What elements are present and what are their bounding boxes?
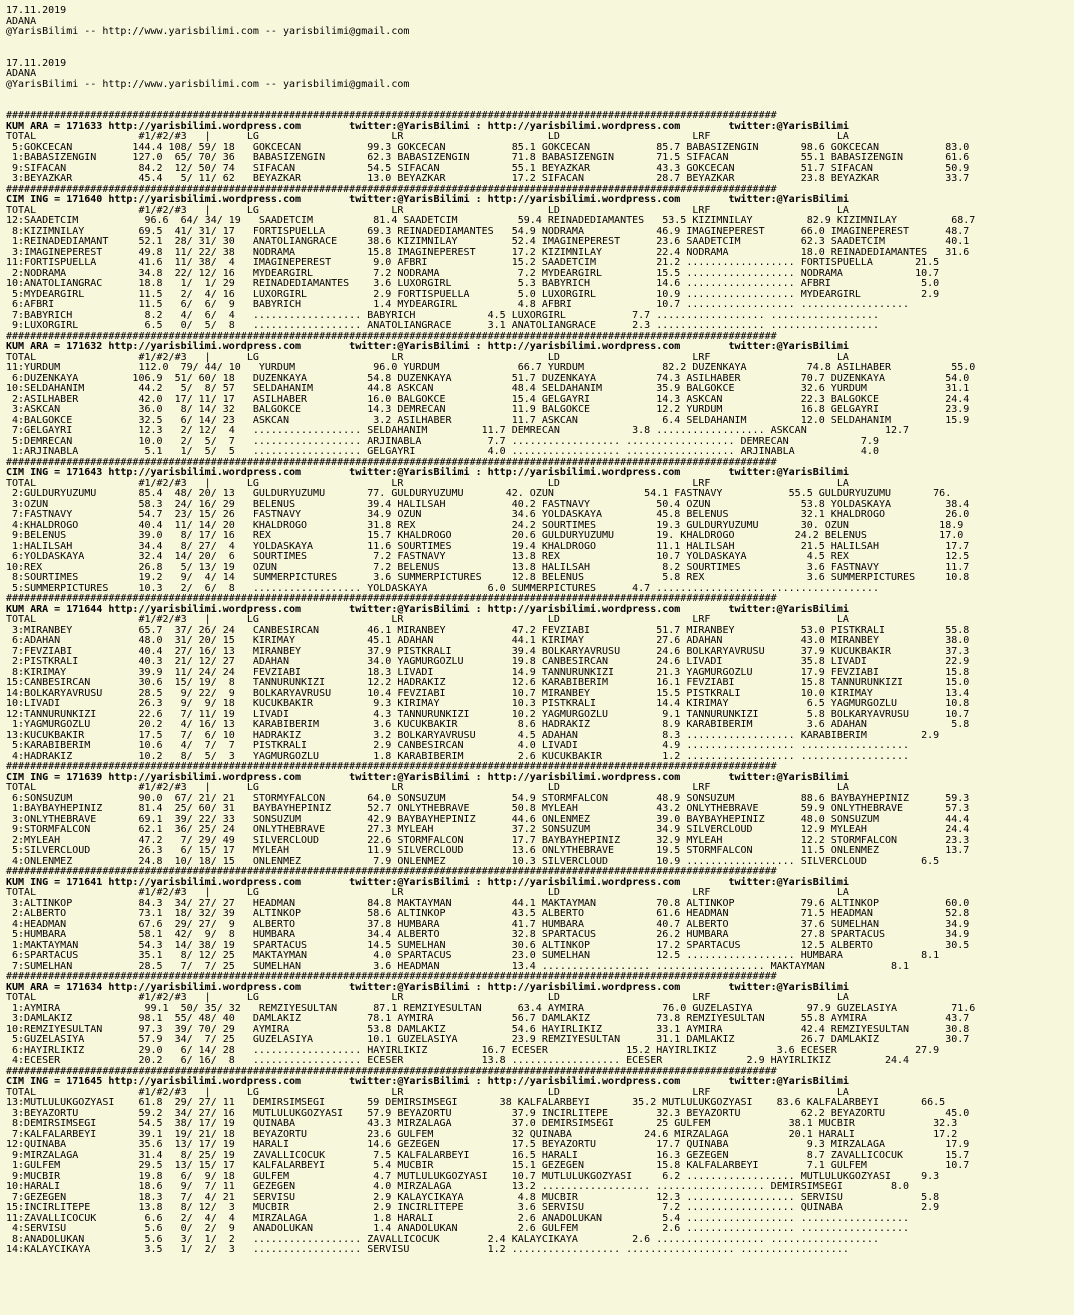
column-header-row: TOTAL #1/#2/#3 | LG LR LD LRF LA — [6, 477, 849, 489]
horse-row: 5:GOKCECAN 144.4 108/ 59/ 18 GOKCECAN 99.3 GOKCECAN 85.1 GOKCECAN 85.7 BABASIZENGIN 98.6 GOKCECAN 83.0 — [6, 141, 970, 153]
horse-row: 12:SAADETCIM 96.6 64/ 34/ 19 SAADETCIM 81.4 SAADETCIM 59.4 REINADEDIAMANTES 53.5 KIZIMNILAY 82.9 KIZIMNILAY 68.7 — [6, 215, 976, 226]
section-separator: ################################################################################################################################ — [6, 593, 777, 604]
horse-row: 3:ALTINKOP 84.3 34/ 27/ 27 HEADMAN 84.8 MAKTAYMAN 44.1 MAKTAYMAN 70.8 ALTINKOP 79.6 ALTINKOP 60.0 — [6, 897, 970, 909]
horse-row: 5:DEMRECAN 10.0 2/ 5/ 7 .................. ARJINABLA 7.7 .................. .................. DEMRECAN 7.9 — [6, 435, 879, 447]
horse-row: 10:ANATOLIANGRAC 18.8 1/ 1/ 29 REINADEDIAMANTES 3.6 LUXORGIRL 5.3 BABYRICH 14.6 .................. AFBRI 5.0 — [6, 278, 940, 289]
horse-row: 4:BALGOKCE 32.5 6/ 14/ 23 ASKCAN 3.2 ASILHABER 11.7 ASKCAN 6.4 SELDAHANIM 12.0 SELDAHANIM 15.9 — [6, 414, 970, 426]
horse-row: 15:INCIRLITEPE 13.8 8/ 12/ 3 MUCBIR 2.9 INCIRLITEPE 3.6 SERVISU 7.2 .................. QUINABA 2.9 — [6, 1202, 940, 1213]
horse-row: 5:SUMMERPICTURES 10.3 2/ 6/ 8 .................. YOLDASKAYA 6.0 SUMMERPICTURES 4.7 .................. .................. — [6, 582, 879, 594]
horse-row: 10:SELDAHANIM 44.2 5/ 8/ 57 SELDAHANIM 44.8 ASKCAN 48.4 SELDAHANIM 35.9 BALGOKCE 32.6 YURDUM 31.1 — [6, 383, 970, 394]
horse-row: 6:ADAHAN 48.0 31/ 20/ 15 KIRIMAY 45.1 ADAHAN 44.1 KIRIMAY 27.6 ADAHAN 43.0 MIRANBEY 38.0 — [6, 635, 970, 646]
horse-row: 1:REINADEDIAMANT 52.1 28/ 31/ 30 ANATOLIANGRACE 38.6 KIZIMNILAY 52.4 IMAGINEPEREST 23.6 SAADETCIM 62.3 SAADETCIM 40.1 — [6, 236, 970, 247]
horse-row: 14:BOLKARYAVRUSU 28.5 9/ 22/ 9 BOLKARYAVRUSU 10.4 FEVZIABI 10.7 MIRANBEY 15.5 PISTKRALI 10.0 KIRIMAY 13.4 — [6, 687, 970, 699]
horse-row: 3:BEYAZORTU 59.2 34/ 27/ 16 MUTLULUKGOZYASI 57.9 BEYAZORTU 37.9 INCIRLITEPE 32.3 BEYAZORTU 62.2 BEYAZORTU 45.0 — [6, 1107, 970, 1119]
horse-row: 13:MUTLULUKGOZYASI 61.8 29/ 27/ 11 DEMIRSIMSEGI 59 DEMIRSIMSEGI 38 KALFALARBEYI 35.2 MUTLULUKGOZYASI 83.6 KALFALARBEYI 66.5 — [6, 1097, 946, 1108]
horse-row: 6:AFBRI 11.5 6/ 6/ 9 BABYRICH 1.4 MYDEARGIRL 4.8 AFBRI 10.7 .................. .................. — [6, 299, 910, 310]
race-title: KUM ARA = 171633 http://yarisbilimi.wordpress.com twitter:@YarisBilimi : http://yarisbilimi.wordpress.com twitter:@YarisBilimi — [6, 120, 849, 132]
horse-row: 7:GEZEGEN 18.3 7/ 4/ 21 SERVISU 2.9 KALAYCIKAYA 4.8 MUCBIR 12.3 .................. SERVISU 5.8 — [6, 1191, 940, 1203]
horse-row: 3:DAMLAKIZ 98.1 55/ 48/ 40 DAMLAKIZ 78.1 AYMIRA 56.7 DAMLAKIZ 73.8 REMZIYESULTAN 55.8 AYMIRA 43.7 — [6, 1013, 970, 1024]
horse-row: 4:SERVISU 5.6 0/ 2/ 9 ANADOLUKAN 1.4 ANADOLUKAN 2.6 GULFEM 2.6 .................. .................. — [6, 1223, 910, 1234]
second-header-city: ADANA — [6, 68, 37, 79]
horse-row: 4:HEADMAN 67.6 29/ 27/ 9 ALBERTO 37.8 HUMBARA 41.7 HUMBARA 40.7 ALBERTO 37.6 SUMELHAN 34.9 — [6, 918, 970, 930]
horse-row: 9:STORMFALCON 62.1 36/ 25/ 24 ONLYTHEBRAVE 27.3 MYLEAH 37.2 SONSUZUM 34.9 SILVERCLOUD 12.9 MYLEAH 24.4 — [6, 824, 970, 835]
horse-row: 11:YURDUM 112.0 79/ 44/ 10 YURDUM 96.0 YURDUM 66.7 YURDUM 82.2 DUZENKAYA 74.8 ASILHABER 55.0 — [6, 362, 976, 373]
horse-row: 5:GUZELASIYA 57.9 34/ 7/ 25 GUZELASIYA 10.1 GUZELASIYA 23.9 REMZIYESULTAN 31.1 DAMLAKIZ 26.7 DAMLAKIZ 30.7 — [6, 1034, 970, 1045]
horse-row: 6:DUZENKAYA 106.9 51/ 60/ 18 DUZENKAYA 54.8 DUZENKAYA 51.7 DUZENKAYA 74.3 ASILHABER 70.7 DUZENKAYA 54.0 — [6, 372, 970, 384]
horse-row: 3:MIRANBEY 65.7 37/ 26/ 24 CANBESIRCAN 46.1 MIRANBEY 47.2 FEVZIABI 51.7 MIRANBEY 53.0 PISTKRALI 55.8 — [6, 624, 970, 636]
column-header-row: TOTAL #1/#2/#3 | LG LR LD LRF LA — [6, 1086, 849, 1098]
horse-row: 1:BABASIZENGIN 127.0 65/ 70/ 36 BABASIZENGIN 62.3 BABASIZENGIN 71.8 BABASIZENGIN 71.5 SIFACAN 55.1 BABASIZENGIN 61.6 — [6, 152, 970, 163]
top-header-date: 17.11.2019 — [6, 5, 67, 16]
column-header-row: TOTAL #1/#2/#3 | LG LR LD LRF LA — [6, 992, 849, 1003]
second-header-contact: @YarisBilimi -- http://www.yarisbilimi.com -- yarisbilimi@gmail.com — [6, 78, 410, 90]
race-title: KUM ARA = 171644 http://yarisbilimi.wordpress.com twitter:@YarisBilimi : http://yarisbilimi.wordpress.com twitter:@YarisBilimi — [6, 603, 849, 615]
horse-row: 2:NODRAMA 34.8 22/ 12/ 16 MYDEARGIRL 7.2 NODRAMA 7.2 MYDEARGIRL 15.5 .................. NODRAMA 10.7 — [6, 267, 940, 279]
horse-row: 9:SIFACAN 84.2 12/ 50/ 74 SIFACAN 54.5 SIFACAN 55.1 BEYAZKAR 43.3 GOKCECAN 51.7 SIFACAN 50.9 — [6, 162, 970, 174]
horse-row: 4:ONLENMEZ 24.8 10/ 18/ 15 ONLENMEZ 7.9 ONLENMEZ 10.3 SILVERCLOUD 10.9 .................. SILVERCLOUD 6.5 — [6, 855, 940, 867]
horse-row: 11:FORTISPUELLA 41.6 11/ 38/ 4 IMAGINEPEREST 9.0 AFBRI 15.2 SAADETCIM 21.2 .................. FORTISPUELLA 21.5 — [6, 257, 940, 268]
horse-row: 1:HALILSAH 34.4 8/ 27/ 4 YOLDASKAYA 11.6 SOURTIMES 19.4 KHALDROGO 11.1 HALILSAH 21.5 HALILSAH 17.7 — [6, 540, 970, 552]
horse-row: 7:GELGAYRI 12.3 2/ 12/ 4 .................. SELDAHANIM 11.7 DEMRECAN 3.8 .................. ASKCAN 12.7 — [6, 425, 910, 436]
race-title: KUM ARA = 171632 http://yarisbilimi.wordpress.com twitter:@YarisBilimi : http://yarisbilimi.wordpress.com twitter:@YarisBilimi — [6, 341, 849, 352]
horse-row: 2:GULDURYUZUMU 85.4 48/ 20/ 13 GULDURYUZUMU 77. GULDURYUZUMU 42. OZUN 54.1 FASTNAVY 55.5 GULDURYUZUMU 76. — [6, 488, 952, 499]
horse-row: 9:MIRZALAGA 31.4 8/ 25/ 19 ZAVALLICOCUK 7.5 KALFALARBEYI 16.5 HARALI 16.3 GEZEGEN 8.7 ZAVALLICOCUK 15.7 — [6, 1149, 970, 1161]
horse-row: 15:CANBESIRCAN 30.6 15/ 19/ 8 TANNURUNKIZI 12.2 HADRAKIZ 12.6 KARABIBERIM 16.1 FEVZIABI 15.8 TANNURUNKIZI 15.0 — [6, 677, 970, 688]
horse-row: 12:QUINABA 35.6 13/ 17/ 19 HARALI 14.6 GEZEGEN 17.5 BEYAZORTU 17.7 QUINABA 9.3 MIRZALAGA 17.9 — [6, 1139, 970, 1150]
column-header-row: TOTAL #1/#2/#3 | LG LR LD LRF LA — [6, 131, 849, 142]
horse-row: 10:HARALI 18.6 9/ 7/ 11 GEZEGEN 4.0 MIRZALAGA 13.2 .................. .................. DEMIRSIMSEGI 8.0 — [6, 1181, 910, 1192]
horse-row: 1:GULFEM 29.5 13/ 15/ 17 KALFALARBEYI 5.4 MUCBIR 15.1 GEZEGEN 15.8 KALFALARBEYI 7.1 GULFEM 10.7 — [6, 1160, 970, 1171]
horse-row: 4:HADRAKIZ 10.2 8/ 5/ 3 YAGMURGOZLU 1.8 KARABIBERIM 2.6 KUCUKBAKIR 1.2 .................. .................. — [6, 750, 910, 762]
horse-row: 6:SONSUZUM 90.0 67/ 21/ 21 STORMYFALCON 64.0 SONSUZUM 54.9 STORMFALCON 48.9 SONSUZUM 88.6 BAYBAYHEPINIZ 59.3 — [6, 792, 970, 804]
section-separator: ################################################################################################################################ — [6, 330, 777, 342]
column-header-row: TOTAL #1/#2/#3 | LG LR LD LRF LA — [6, 351, 849, 363]
race-title: CIM ING = 171640 http://yarisbilimi.wordpress.com twitter:@YarisBilimi : http://yarisbilimi.wordpress.com twitter:@YarisBilimi — [6, 194, 849, 205]
section-separator: ################################################################################################################################ — [6, 866, 777, 877]
section-separator: ################################################################################################################################ — [6, 1065, 777, 1077]
horse-row: 8:DEMIRSIMSEGI 54.5 38/ 17/ 19 QUINABA 43.3 MIRZALAGA 37.0 DEMIRSIMSEGI 25 GULFEM 38.1 MUCBIR 32.3 — [6, 1118, 958, 1129]
horse-row: 10:REX 26.8 5/ 13/ 19 OZUN 7.2 BELENUS 13.8 HALILSAH 8.2 SOURTIMES 3.6 FASTNAVY 11.7 — [6, 561, 970, 573]
horse-row: 14:KALAYCIKAYA 3.5 1/ 2/ 3 .................. SERVISU 1.2 .................. .................. .................. — [6, 1244, 849, 1255]
section-separator: ################################################################################################################################ — [6, 456, 777, 468]
second-header-date: 17.11.2019 — [6, 57, 67, 69]
horse-row: 4:KHALDROGO 40.4 11/ 14/ 20 KHALDROGO 31.8 REX 24.2 SOURTIMES 19.3 GULDURYUZUMU 30. OZUN 18.9 — [6, 519, 964, 531]
horse-row: 3:IMAGINEPEREST 49.8 11/ 22/ 38 NODRAMA 15.8 IMAGINEPEREST 17.2 KIZIMNILAY 22.4 NODRAMA 18.0 REINADEDIAMANTES 31.6 — [6, 246, 970, 258]
horse-row: 6:HAYIRLIKIZ 29.0 6/ 14/ 28 .................. HAYIRLIKIZ 16.7 ECESER 15.2 HAYIRLIKIZ 3.6 ECESER 27.9 — [6, 1044, 940, 1056]
section-separator: ################################################################################################################################ — [6, 110, 777, 121]
horse-row: 1:YAGMURGOZLU 20.2 4/ 16/ 13 KARABIBERIM 3.6 KUCUKBAKIR 8.6 HADRAKIZ 8.9 KARABIBERIM 3.6 ADAHAN 5.8 — [6, 719, 970, 730]
horse-row: 1:AYMIRA 99.1 50/ 35/ 32 REMZIYESULTAN 87.1 REMZIYESULTAN 63.4 AYMIRA 76.0 GUZELASIYA 97.9 GUZELASIYA 71.6 — [6, 1002, 976, 1014]
horse-row: 3:OZUN 58.3 24/ 16/ 29 BELENUS 39.4 HALILSAH 40.2 FASTNAVY 50.4 OZUN 53.8 YOLDASKAYA 38.4 — [6, 498, 970, 510]
race-title: KUM ING = 171641 http://yarisbilimi.wordpress.com twitter:@YarisBilimi : http://yarisbilimi.wordpress.com twitter:@YarisBilimi — [6, 876, 849, 888]
horse-row: 6:YOLDASKAYA 32.4 14/ 20/ 6 SOURTIMES 7.2 FASTNAVY 13.8 REX 10.7 YOLDASKAYA 4.5 REX 12.5 — [6, 551, 970, 562]
horse-row: 2:MYLEAH 47.2 7/ 29/ 49 SILVERCLOUD 22.6 STORMFALCON 17.7 BAYBAYHEPINIZ 32.9 MYLEAH 12.2 STORMFALCON 23.3 — [6, 834, 970, 846]
horse-row: 10:LIVADI 26.3 9/ 9/ 18 KUCUKBAKIR 9.3 KIRIMAY 10.3 PISTKRALI 14.4 KIRIMAY 6.5 YAGMURGOZLU 10.8 — [6, 698, 970, 709]
horse-row: 8:ANADOLUKAN 5.6 3/ 1/ 2 .................. ZAVALLICOCUK 2.4 KALAYCIKAYA 2.6 .................. .................. — [6, 1233, 879, 1245]
horse-row: 7:SUMELHAN 28.5 7/ 7/ 25 SUMELHAN 3.6 HEADMAN 13.4 .................. .................. MAKTAYMAN 8.1 — [6, 960, 910, 972]
spacer-3 — [6, 90, 1068, 101]
spacer-2 — [6, 48, 1068, 59]
horse-row: 8:KIRIMAY 39.9 11/ 24/ 24 FEVZIABI 18.3 LIVADI 14.9 TANNURUNKIZI 21.3 YAGMURGOZLU 17.9 FEVZIABI 15.8 — [6, 666, 970, 678]
column-header-row: TOTAL #1/#2/#3 | LG LR LD LRF LA — [6, 204, 849, 216]
horse-row: 5:KARABIBERIM 10.6 4/ 7/ 7 PISTKRALI 2.9 CANBESIRCAN 4.0 LIVADI 4.9 .................. .................. — [6, 740, 910, 751]
horse-row: 12:TANNURUNKIZI 22.6 7/ 11/ 19 LIVADI 4.3 TANNURUNKIZI 10.2 YAGMURGOZLU 9.1 TANNURUNKIZI 5.8 BOLKARYAVRUSU 10.7 — [6, 708, 970, 720]
horse-row: 9:BELENUS 39.0 8/ 17/ 16 REX 15.7 KHALDROGO 20.6 GULDURYUZUMU 19. KHALDROGO 24.2 BELENUS 17.0 — [6, 530, 964, 541]
column-header-row: TOTAL #1/#2/#3 | LG LR LD LRF LA — [6, 887, 849, 898]
horse-row: 1:BAYBAYHEPINIZ 81.4 25/ 60/ 31 BAYBAYHEPINIZ 52.7 ONLYTHEBRAVE 50.8 MYLEAH 43.2 ONLYTHEBRAVE 59.9 ONLYTHEBRAVE 57.3 — [6, 803, 970, 814]
race-title: CIM ING = 171645 http://yarisbilimi.wordpress.com twitter:@YarisBilimi : http://yarisbilimi.wordpress.com twitter:@YarisBilimi — [6, 1076, 849, 1087]
race-title: KUM ARA = 171634 http://yarisbilimi.wordpress.com twitter:@YarisBilimi : http://yarisbilimi.wordpress.com twitter:@YarisBilimi — [6, 981, 849, 993]
horse-row: 8:KIZIMNILAY 69.5 41/ 31/ 17 FORTISPUELLA 69.3 REINADEDIAMANTES 54.9 NODRAMA 46.9 IMAGINEPEREST 66.0 IMAGINEPEREST 48.7 — [6, 225, 970, 237]
horse-row: 5:SILVERCLOUD 26.3 6/ 15/ 17 MYLEAH 11.9 SILVERCLOUD 13.6 ONLYTHEBRAVE 19.5 STORMFALCON 11.5 ONLENMEZ 13.7 — [6, 845, 970, 856]
horse-row: 11:ZAVALLICOCUK 6.6 2/ 4/ 4 MIRZALAGA 1.8 HARALI 2.6 ANADOLUKAN 5.4 .................. .................. — [6, 1212, 910, 1224]
horse-row: 5:HUMBARA 58.1 42/ 9/ 8 HUMBARA 34.4 ALBERTO 32.8 SPARTACUS 26.2 HUMBARA 27.8 SPARTACUS 34.9 — [6, 929, 970, 940]
column-header-row: TOTAL #1/#2/#3 | LG LR LD LRF LA — [6, 614, 849, 625]
top-header-city: ADANA — [6, 15, 37, 27]
race-title: CIM ING = 171643 http://yarisbilimi.wordpress.com twitter:@YarisBilimi : http://yarisbilimi.wordpress.com twitter:@YarisBilimi — [6, 467, 849, 478]
horse-row: 3:ONLYTHEBRAVE 69.1 39/ 22/ 33 SONSUZUM 42.9 BAYBAYHEPINIZ 44.6 ONLENMEZ 39.0 BAYBAYHEPINIZ 48.0 SONSUZUM 44.4 — [6, 813, 970, 825]
horse-row: 4:ECESER 20.2 6/ 16/ 8 .................. ECESER 13.8 .................. ECESER 2.9 HAYIRLIKIZ 24.4 — [6, 1055, 910, 1066]
horse-row: 3:BEYAZKAR 45.4 5/ 11/ 62 BEYAZKAR 13.0 BEYAZKAR 17.2 SIFACAN 28.7 BEYAZKAR 23.8 BEYAZKAR 33.7 — [6, 173, 970, 184]
top-header-contact: @YarisBilimi -- http://www.yarisbilimi.com -- yarisbilimi@gmail.com — [6, 26, 410, 37]
horse-row: 1:ARJINABLA 5.1 1/ 5/ 5 .................. GELGAYRI 4.0 .................. .................. ARJINABLA 4.0 — [6, 446, 879, 457]
spacer-1 — [6, 38, 1068, 49]
horse-row: 3:ASKCAN 36.0 8/ 14/ 32 BALGOKCE 14.3 DEMRECAN 11.9 BALGOKCE 12.2 YURDUM 16.8 GELGAYRI 23.9 — [6, 404, 970, 415]
horse-row: 6:SPARTACUS 35.1 8/ 12/ 25 MAKTAYMAN 4.0 SPARTACUS 23.0 SUMELHAN 12.5 .................. HUMBARA 8.1 — [6, 950, 940, 961]
horse-row: 1:MAKTAYMAN 54.3 14/ 38/ 19 SPARTACUS 14.5 SUMELHAN 30.6 ALTINKOP 17.2 SPARTACUS 12.5 ALBERTO 30.5 — [6, 939, 970, 951]
horse-row: 9:MUCBIR 19.8 6/ 9/ 18 GULFEM 4.7 MUTLULUKGOZYASI 10.7 MUTLULUKGOZYASI 6.2 .................. MUTLULUKGOZYASI 9.3 — [6, 1170, 940, 1182]
section-separator: ################################################################################################################################ — [6, 971, 777, 982]
horse-row: 8:SOURTIMES 19.2 9/ 4/ 14 SUMMERPICTURES 3.6 SUMMERPICTURES 12.8 BELENUS 5.8 REX 3.6 SUMMERPICTURES 10.8 — [6, 572, 970, 583]
horse-row: 9:LUXORGIRL 6.5 0/ 5/ 8 .................. ANATOLIANGRACE 3.1 ANATOLIANGRACE 2.3 .................. .................. — [6, 320, 879, 331]
horse-row: 5:MYDEARGIRL 11.5 2/ 4/ 16 LUXORGIRL 2.9 FORTISPUELLA 5.0 LUXORGIRL 10.9 .................. MYDEARGIRL 2.9 — [6, 288, 940, 300]
horse-row: 7:FASTNAVY 54.7 23/ 15/ 26 FASTNAVY 34.9 OZUN 34.6 YOLDASKAYA 45.8 BELENUS 32.1 KHALDROGO 26.0 — [6, 509, 970, 520]
horse-row: 7:KALFALARBEYI 39.1 19/ 21/ 18 BEYAZORTU 23.6 GULFEM 32 QUINABA 24.6 MIRZALAGA 20.1 HARALI 17.2 — [6, 1128, 958, 1140]
horse-row: 2:PISTKRALI 40.3 21/ 12/ 27 ADAHAN 34.0 YAGMURGOZLU 19.8 CANBESIRCAN 24.6 LIVADI 35.8 LIVADI 22.9 — [6, 656, 970, 667]
section-separator: ################################################################################################################################ — [6, 183, 777, 195]
horse-row: 2:ASILHABER 42.0 17/ 11/ 17 ASILHABER 16.0 BALGOKCE 15.4 GELGAYRI 14.3 ASKCAN 22.3 BALGOKCE 24.4 — [6, 393, 970, 405]
race-title: CIM ING = 171639 http://yarisbilimi.wordpress.com twitter:@YarisBilimi : http://yarisbilimi.wordpress.com twitter:@YarisBilimi — [6, 771, 849, 783]
column-header-row: TOTAL #1/#2/#3 | LG LR LD LRF LA — [6, 782, 849, 793]
horse-row: 2:ALBERTO 73.1 18/ 32/ 39 ALTINKOP 58.6 ALTINKOP 43.5 ALBERTO 61.6 HEADMAN 71.5 HEADMAN 52.8 — [6, 908, 970, 919]
horse-row: 13:KUCUKBAKIR 17.5 7/ 6/ 10 HADRAKIZ 3.2 BOLKARYAVRUSU 4.5 ADAHAN 8.3 .................. KARABIBERIM 2.9 — [6, 729, 940, 741]
horse-row: 10:REMZIYESULTAN 97.3 39/ 70/ 29 AYMIRA 53.8 DAMLAKIZ 54.6 HAYIRLIKIZ 33.1 AYMIRA 42.4 REMZIYESULTAN 30.8 — [6, 1023, 970, 1035]
horse-row: 7:BABYRICH 8.2 4/ 6/ 4 .................. BABYRICH 4.5 LUXORGIRL 7.7 .................. .................. — [6, 309, 879, 321]
horse-row: 7:FEVZIABI 40.4 27/ 16/ 13 MIRANBEY 37.9 PISTKRALI 39.4 BOLKARYAVRUSU 24.6 BOLKARYAVRUSU 37.9 KUCUKBAKIR 37.3 — [6, 645, 970, 657]
section-separator: ################################################################################################################################ — [6, 761, 777, 772]
race-blocks — [6, 111, 1068, 1256]
